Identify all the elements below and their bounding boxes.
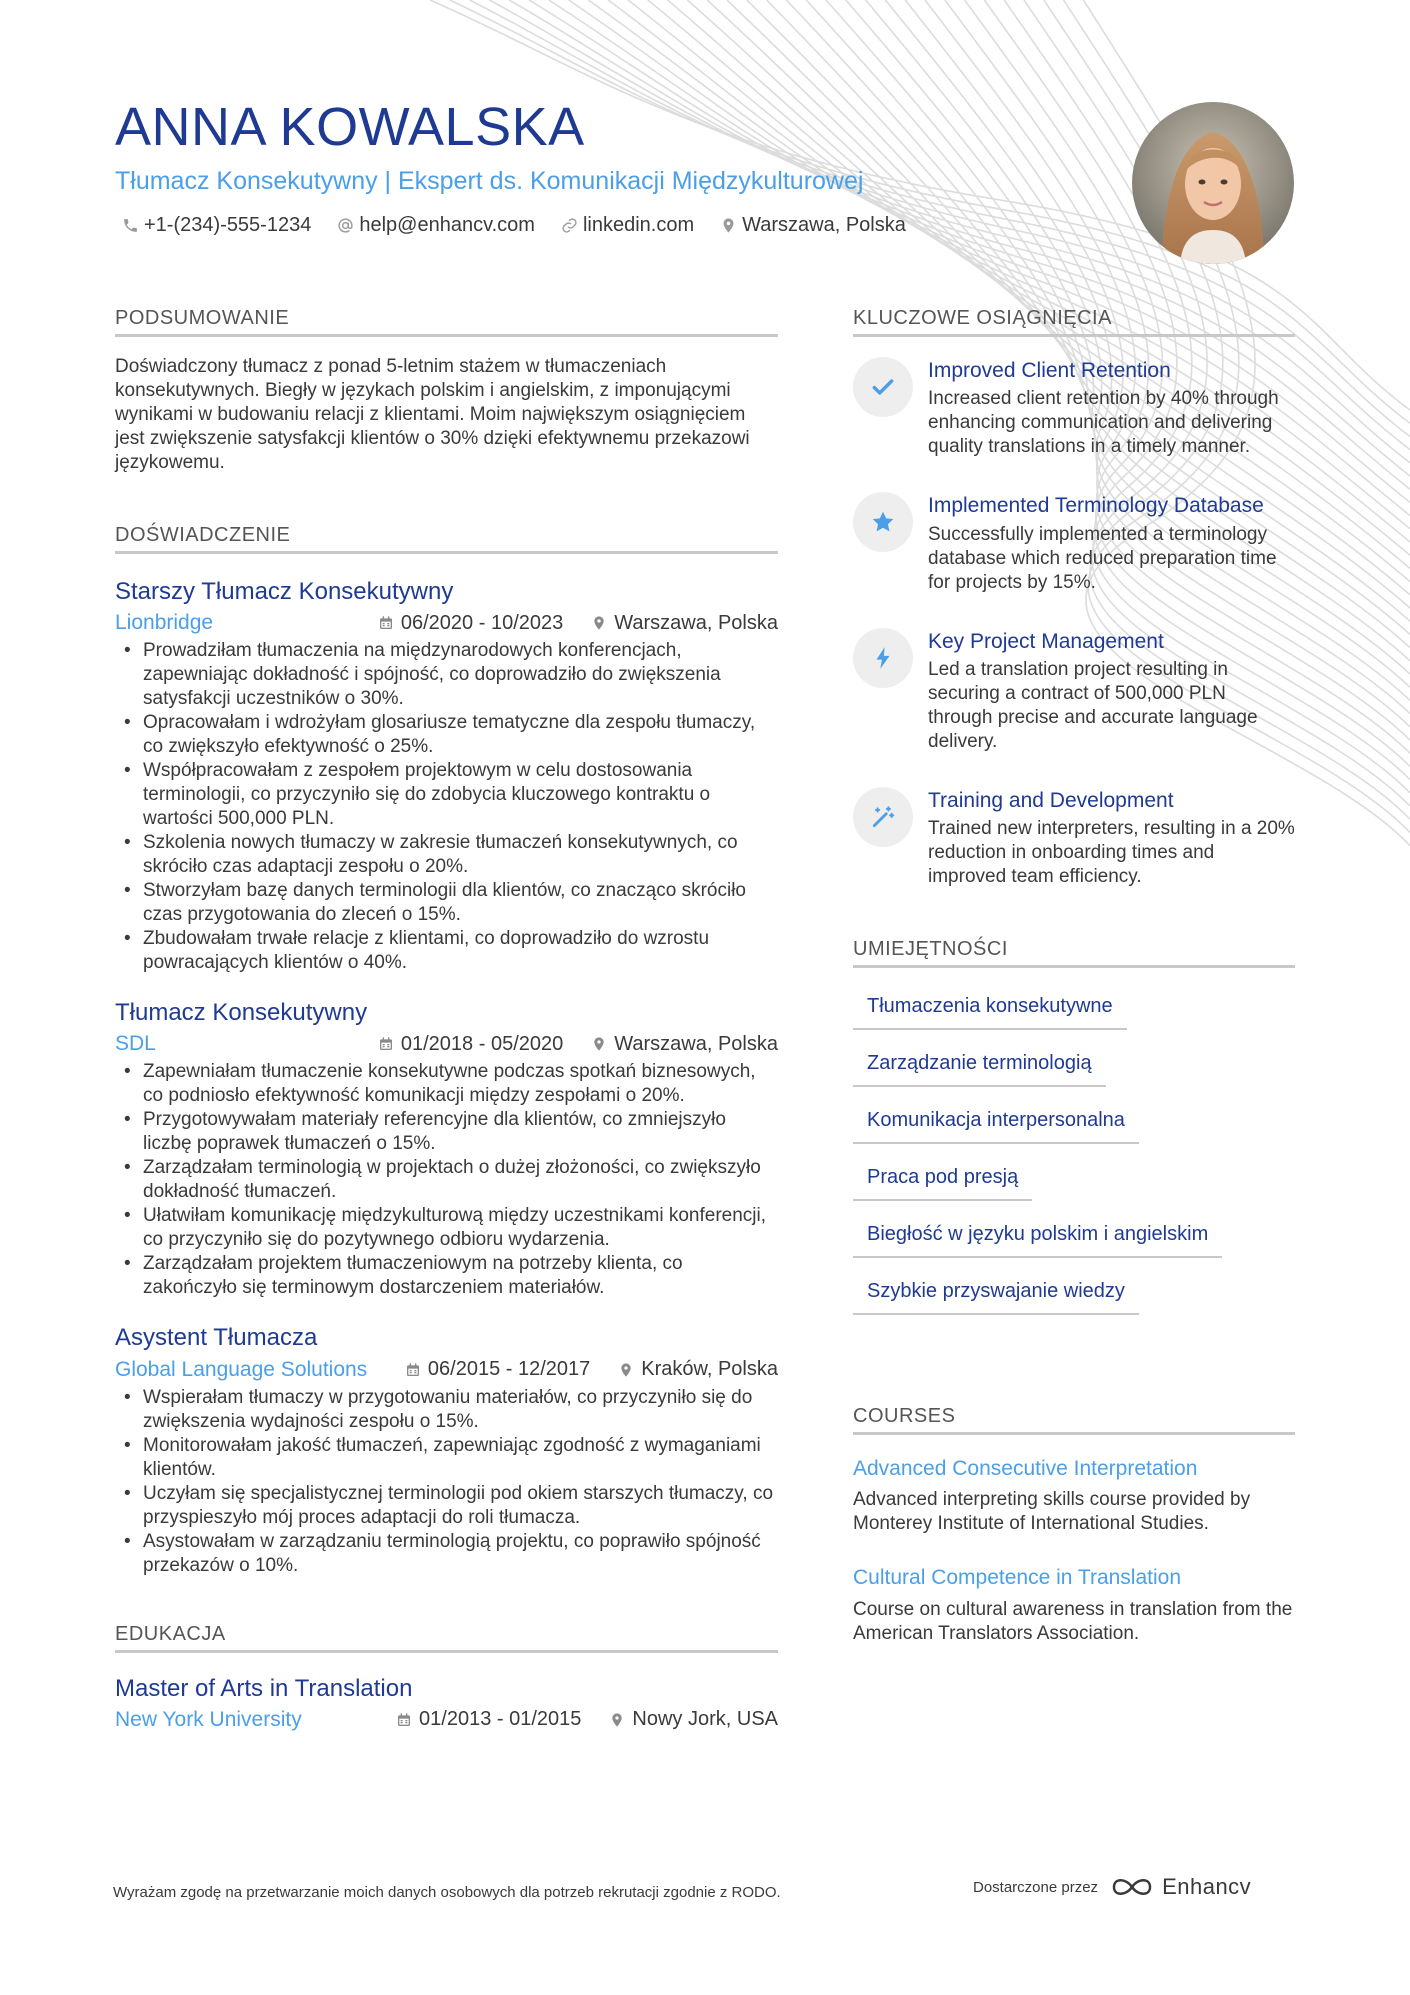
job-location: Kraków, Polska [641,1358,778,1381]
calendar-icon [405,1362,421,1378]
achievement-title: Key Project Management [928,629,1164,653]
bullet-item: • Zbudowałam trwałe relacje z klientami, co doprowadziło do wzrostu powracających klientów o 40%. [115,927,778,975]
achievements-heading: KLUCZOWE OSIĄGNIĘCIA [853,306,1295,337]
company-name: Lionbridge [115,611,214,635]
job-title: Asystent Tłumacza [115,1324,318,1352]
bullet-item: • Asystowałam w zarządzaniu terminologią projektu, co poprawiło spójność przekazów o 10%. [115,1530,778,1578]
course-desc: Course on cultural awareness in translation from the American Translators Association. [853,1598,1293,1644]
bullet-item: • Wspierałam tłumaczy w przygotowaniu materiałów, co przyczyniło się do zwiększenia wydajności zespołu o 15%. [115,1386,778,1434]
enhancv-logo-icon [1110,1874,1154,1900]
job-location: Warszawa, Polska [614,611,778,634]
portrait-illustration [1132,102,1294,264]
magic-wand-icon [870,804,896,830]
contact-text: help@enhancv.com [359,214,535,236]
course-title: Advanced Consecutive Interpretation [853,1457,1198,1481]
left-column [115,306,778,1732]
bullet-item: • Monitorowałam jakość tłumaczeń, zapewniając zgodność z wymaganiami klientów. [115,1434,778,1482]
job-title: Starszy Tłumacz Konsekutywny [115,578,454,605]
courses-list [853,1455,1295,1646]
achievement-title: Implemented Terminology Database [928,494,1264,518]
contact-location [720,214,906,237]
bullet-item: • Opracowałam i wdrożyłam glosariusze tematyczne dla zespołu tłumaczy, co zwiększyło efektywność o 25%. [115,711,778,759]
course-desc: Advanced interpreting skills course provided by Monterey Institute of International Studies. [853,1489,1251,1535]
contact-text: linkedin.com [582,214,695,236]
achievement-icon-badge [853,357,913,417]
gdpr-consent: Wyrażam zgodę na przetwarzanie moich danych osobowych dla potrzeb rekrutacji zgodnie z RODO. [113,1884,781,1901]
job-bullets [115,639,778,975]
achievement-desc: Trained new interpreters, resulting in a 20% reduction in onboarding times and improved team efficiency. [928,818,1295,888]
education-dates: 01/2013 - 01/2015 [419,1708,582,1731]
achievement-icon-badge [853,787,913,847]
job-dates: 06/2020 - 10/2023 [400,611,564,634]
education-item [115,1673,778,1732]
right-column [853,306,1295,1646]
degree-title: Master of Arts in Translation [115,1674,413,1702]
contact-bar [122,214,932,237]
courses-heading: COURSES [853,1404,1295,1435]
job-title: Tłumacz Konsekutywny [115,999,368,1027]
achievement-item [853,357,1295,459]
contact-phone[interactable] [122,214,311,237]
calendar-icon [396,1712,412,1728]
bullet-item: • Zapewniałam tłumaczenie konsekutywne podczas spotkań biznesowych, co podniosło efektywność komunikacji między zespołami o 20%. [115,1060,778,1108]
skill-tag: Tłumaczenia konsekutywne [853,984,1127,1030]
school-name: New York University [115,1707,302,1731]
achievement-desc: Successfully implemented a terminology database which reduced preparation time for projects by 15%. [928,523,1277,593]
calendar-icon [378,615,394,631]
skill-tag: Praca pod presją [853,1155,1032,1201]
phone-icon [122,217,139,234]
bullet-item: • Stworzyłam bazę danych terminologii dla klientów, co znacząco skróciło czas przygotowania do zleceń o 15%. [115,879,778,927]
achievement-icon-badge [853,628,913,688]
skill-tag: Biegłość w języku polskim i angielskim [853,1212,1222,1258]
achievement-item [853,492,1295,594]
job-entry [115,576,778,975]
powered-by[interactable] [973,1874,1251,1900]
summary-text: Doświadczony tłumacz z ponad 5-letnim stażem w tłumaczeniach konsekutywnych. Biegły w językach polskim i angielskim, z imponującymi wynikami w budowaniu relacji z klientami. Moim największym osiągnięciem jest zwiększenie satysfakcji klientów o 30% dzięki efektywnemu przekazowi językowemu. [115,356,750,473]
experience-heading: DOŚWIADCZENIE [115,523,778,554]
achievement-item [853,628,1295,754]
experience-list [115,576,778,1578]
brand-name: Enhancv [1162,1874,1252,1899]
bullet-item: • Ułatwiłam komunikację międzykulturową między uczestnikami konferencji, co przyczyniło się do pozytywnego odbioru wydarzenia. [115,1204,778,1252]
bullet-item: • Uczyłam się specjalistycznej terminologii pod okiem starszych tłumaczy, co przyspieszyło mój proces adaptacji do roli tłumacza. [115,1482,778,1530]
bullet-item: • Przygotowywałam materiały referencyjne dla klientów, co zmniejszyło liczbę poprawek tłumaczeń o 15%. [115,1108,778,1156]
education-heading: EDUKACJA [115,1622,778,1653]
contact-email[interactable] [337,214,535,237]
bullet-item: • Zarządzałam terminologią w projektach o dużej złożoności, co zwiększyło dokładność tłumaczeń. [115,1156,778,1204]
company-name: SDL [115,1032,156,1056]
powered-by-label: Dostarczone przez [973,1878,1099,1896]
achievement-desc: Increased client retention by 40% through enhancing communication and delivering quality translations in a timely manner. [928,388,1279,458]
achievements-list [853,357,1295,889]
achievement-title: Training and Development [928,788,1174,812]
location-icon [720,217,737,234]
job-bullets [115,1060,778,1300]
candidate-headline: Tłumacz Konsekutywny | Ekspert ds. Komunikacji Międzykulturowej [115,167,864,195]
job-bullets [115,1386,778,1578]
job-location: Warszawa, Polska [614,1032,778,1055]
location-icon [591,1036,607,1052]
skills-list [853,984,1295,1326]
bullet-item: • Współpracowałam z zespołem projektowym w celu dostosowania terminologii, co przyczyniło się do zdobycia kluczowego kontraktu o wartości 500,000 PLN. [115,759,778,831]
achievement-title: Improved Client Retention [928,359,1171,382]
achievement-icon-badge [853,492,913,552]
education-location: Nowy Jork, USA [632,1708,778,1731]
link-icon [561,217,578,234]
job-meta [115,1358,778,1382]
star-icon [870,509,896,535]
course-item [853,1564,1295,1645]
job-meta [115,611,778,635]
job-dates: 06/2015 - 12/2017 [427,1358,591,1381]
candidate-name: ANNA KOWALSKA [115,97,585,157]
achievement-desc: Led a translation project resulting in securing a contract of 500,000 PLN through precise and accurate language delivery. [928,658,1258,752]
at-icon [337,217,354,234]
course-title: Cultural Competence in Translation [853,1566,1182,1590]
location-icon [618,1362,634,1378]
contact-linkedin[interactable] [561,214,694,237]
job-dates: 01/2018 - 05/2020 [400,1032,564,1055]
skill-tag: Szybkie przyswajanie wiedzy [853,1269,1139,1315]
lightning-icon [870,645,896,671]
check-icon [870,374,896,400]
summary-heading: PODSUMOWANIE [115,306,778,337]
bullet-item: • Szkolenia nowych tłumaczy w zakresie tłumaczeń konsekutywnych, co skróciło czas adaptacji zespołu o 20%. [115,831,778,879]
location-icon [609,1712,625,1728]
skill-tag: Komunikacja interpersonalna [853,1098,1139,1144]
calendar-icon [378,1036,394,1052]
bullet-item: • Zarządzałam projektem tłumaczeniowym na potrzeby klienta, co zakończyło się terminowym dostarczeniem materiałów. [115,1252,778,1300]
course-item [853,1455,1295,1536]
company-name: Global Language Solutions [115,1357,368,1381]
job-entry [115,997,778,1300]
location-icon [591,615,607,631]
job-meta [115,1032,778,1056]
education-meta [115,1708,778,1732]
job-entry [115,1322,778,1577]
achievement-item [853,787,1295,889]
contact-text: Warszawa, Polska [742,214,906,236]
avatar [1132,102,1294,264]
contact-text: +1-(234)-555-1234 [144,214,312,236]
bullet-item: • Prowadziłam tłumaczenia na międzynarodowych konferencjach, zapewniając dokładność i spójność, co doprowadziło do zwiększenia satysfakcji uczestników o 30%. [115,639,778,711]
skill-tag: Zarządzanie terminologią [853,1041,1106,1087]
skills-heading: UMIEJĘTNOŚCI [853,937,1295,968]
